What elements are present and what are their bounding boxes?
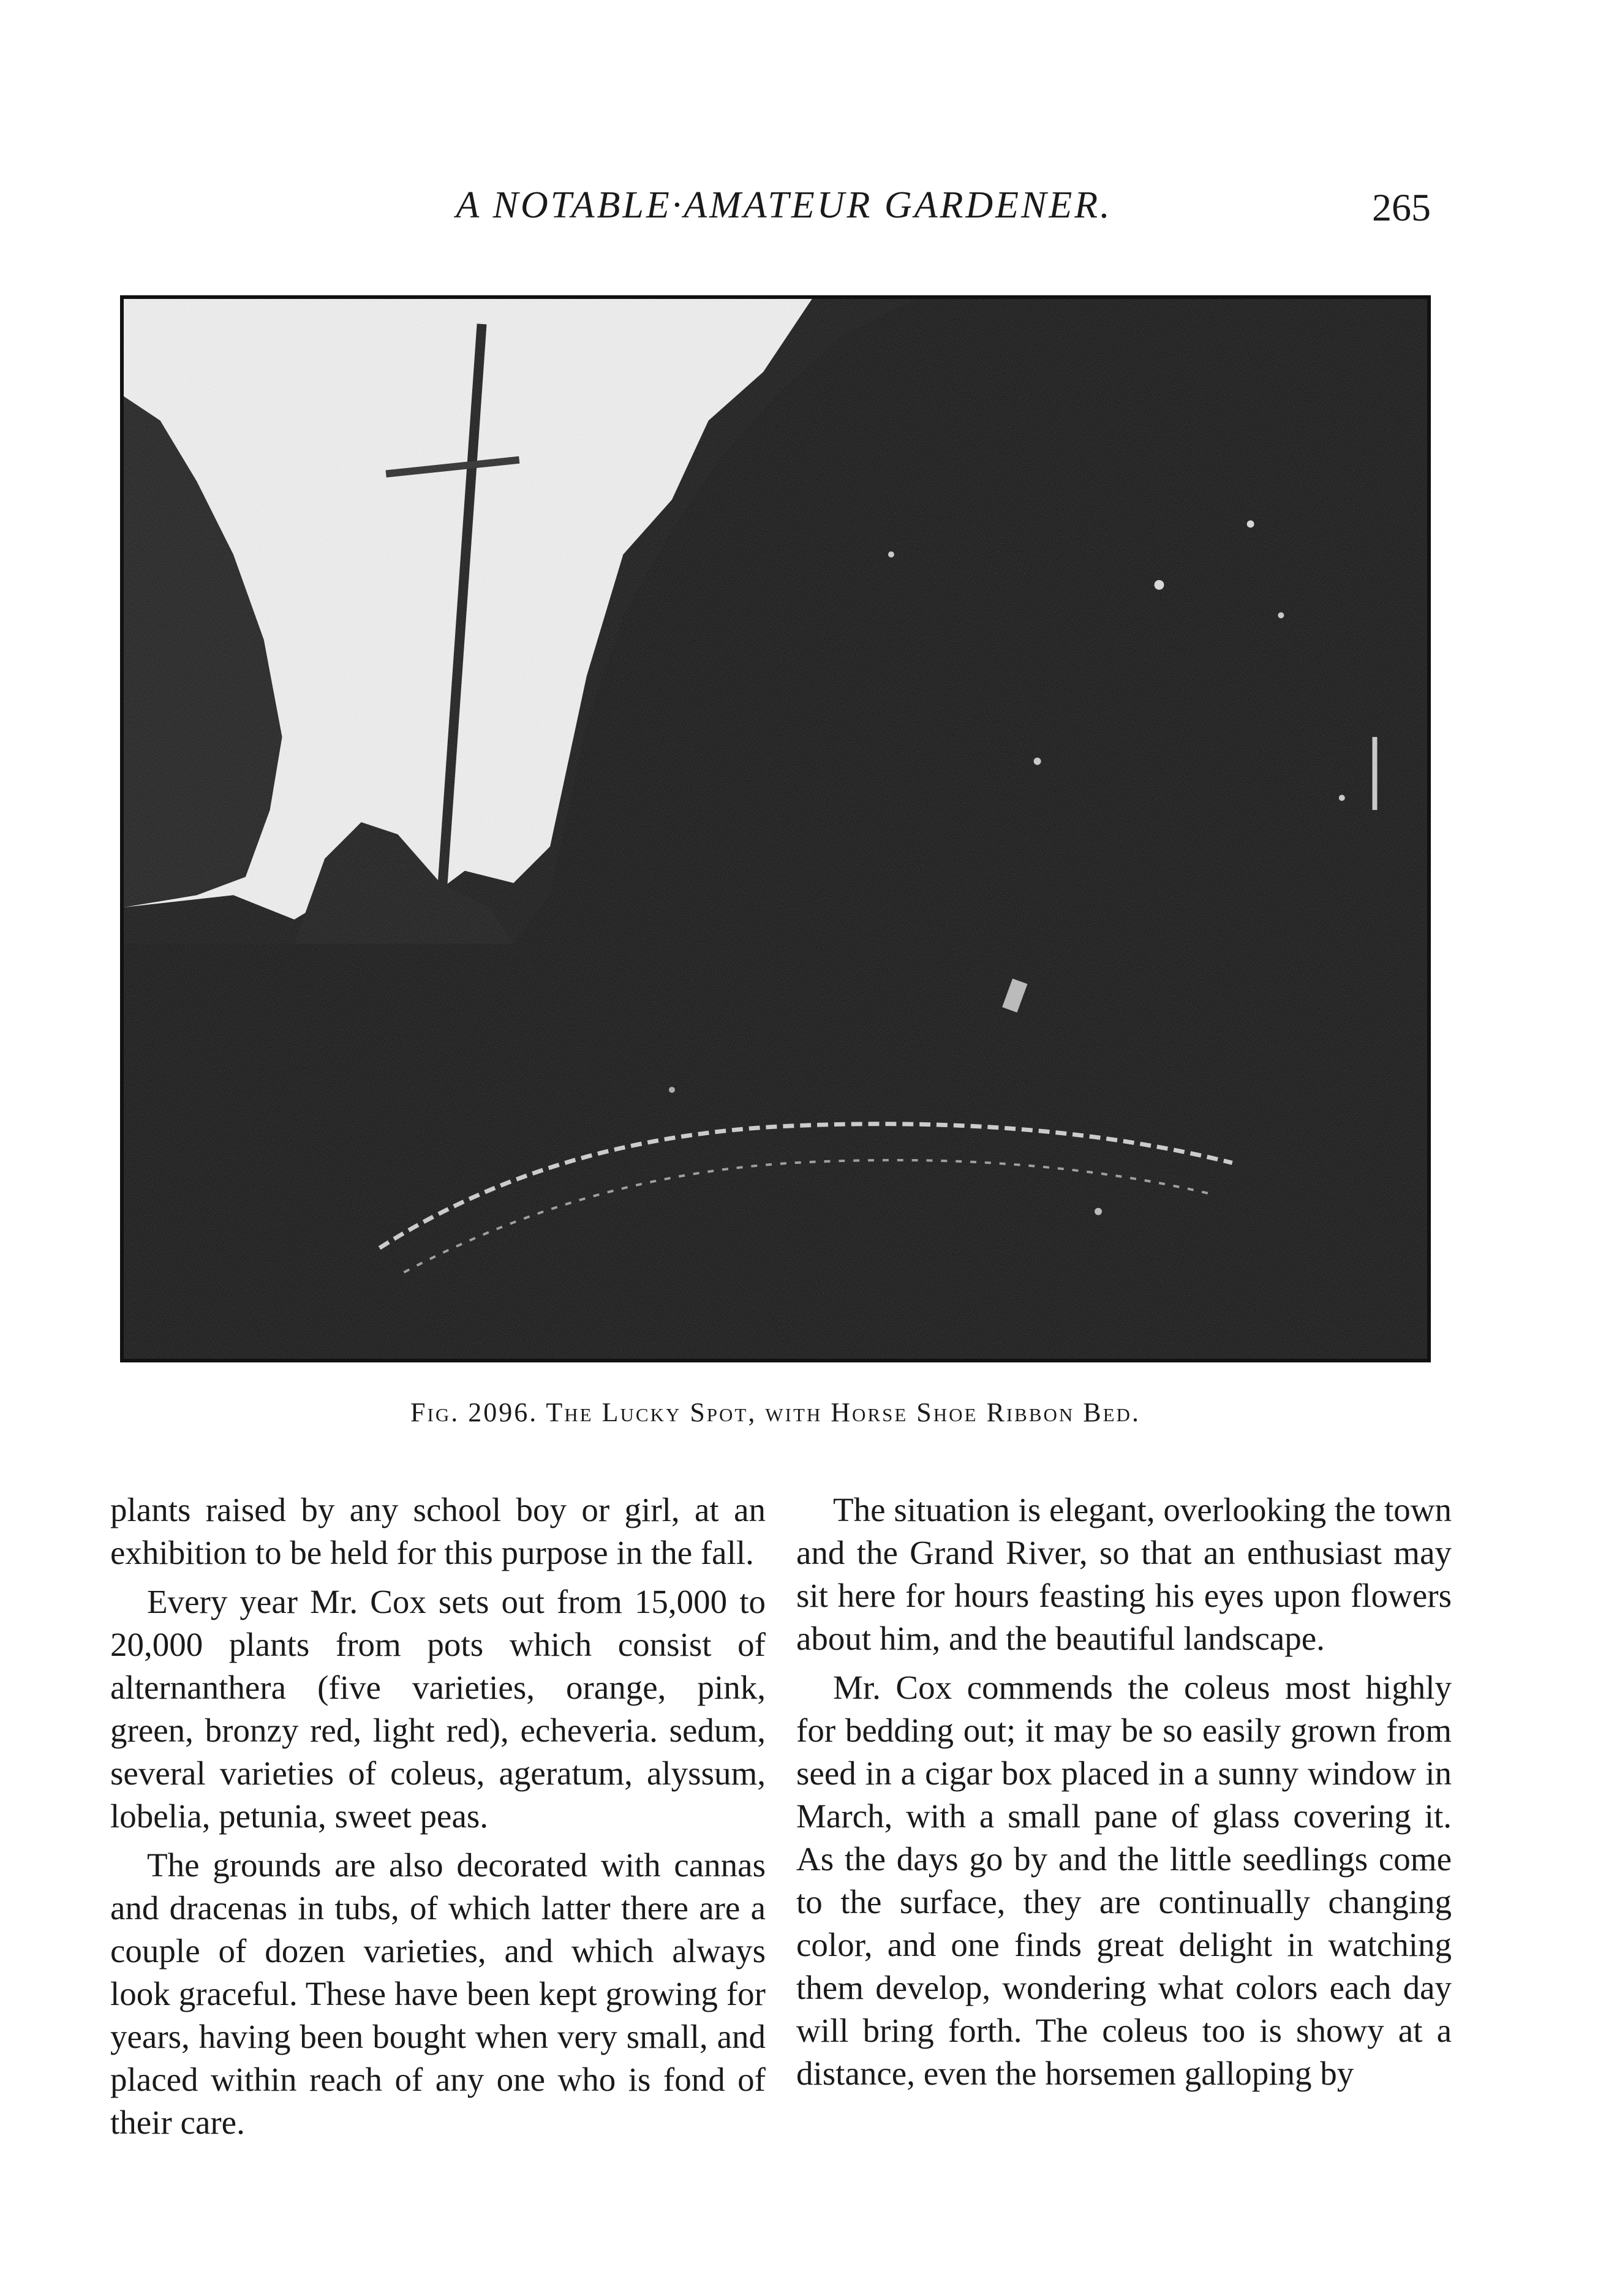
paragraph: Every year Mr. Cox sets out from 15,000 to 20,000 plants from pots which consist of alternanthera (five varieties, orange, pink, green, bronzy red, light red), echeveria. sedum, several varieties of coleus, ageratum, alyssum, lobelia, petunia, sweet peas. — [110, 1583, 766, 1835]
paragraph: plants raised by any school boy or girl, at an exhibition to be held for this purpose in the fall. — [110, 1491, 766, 1571]
page-header — [0, 184, 1606, 245]
running-title: A NOTABLE·AMATEUR GARDENER. — [456, 184, 1112, 226]
photo-icon — [124, 299, 1427, 1359]
page-number: 265 — [1372, 186, 1431, 229]
right-column — [796, 1489, 1452, 2101]
left-column — [110, 1489, 766, 2150]
figure-caption: Fig. 2096. The Lucky Spot, with Horse Shoe Ribbon Bed. — [410, 1397, 1140, 1427]
paragraph: Mr. Cox commends the coleus most highly for bedding out; it may be so easily grown from seed in a cigar box placed in a sunny window in March, with a small pane of glass covering it. As the days go by and the little seedlings come to the surface, they are continually changing color, and one finds great delight in watching them develop, wondering what colors each day will bring forth. The coleus too is showy at a distance, even the horsemen galloping by — [796, 1669, 1452, 2092]
paragraph: The grounds are also decorated with cannas and dracenas in tubs, of which latter there are a couple of dozen varieties, and which always look graceful. These have been kept growing for years, having been bought when very small, and placed within reach of any one who is fond of their care. — [110, 1846, 766, 2141]
paragraph: The situation is elegant, overlooking the town and the Grand River, so that an enthusiast may sit here for hours feasting his eyes upon flowers about him, and the beautiful landscape. — [796, 1491, 1452, 1657]
figure-photo — [120, 295, 1431, 1362]
